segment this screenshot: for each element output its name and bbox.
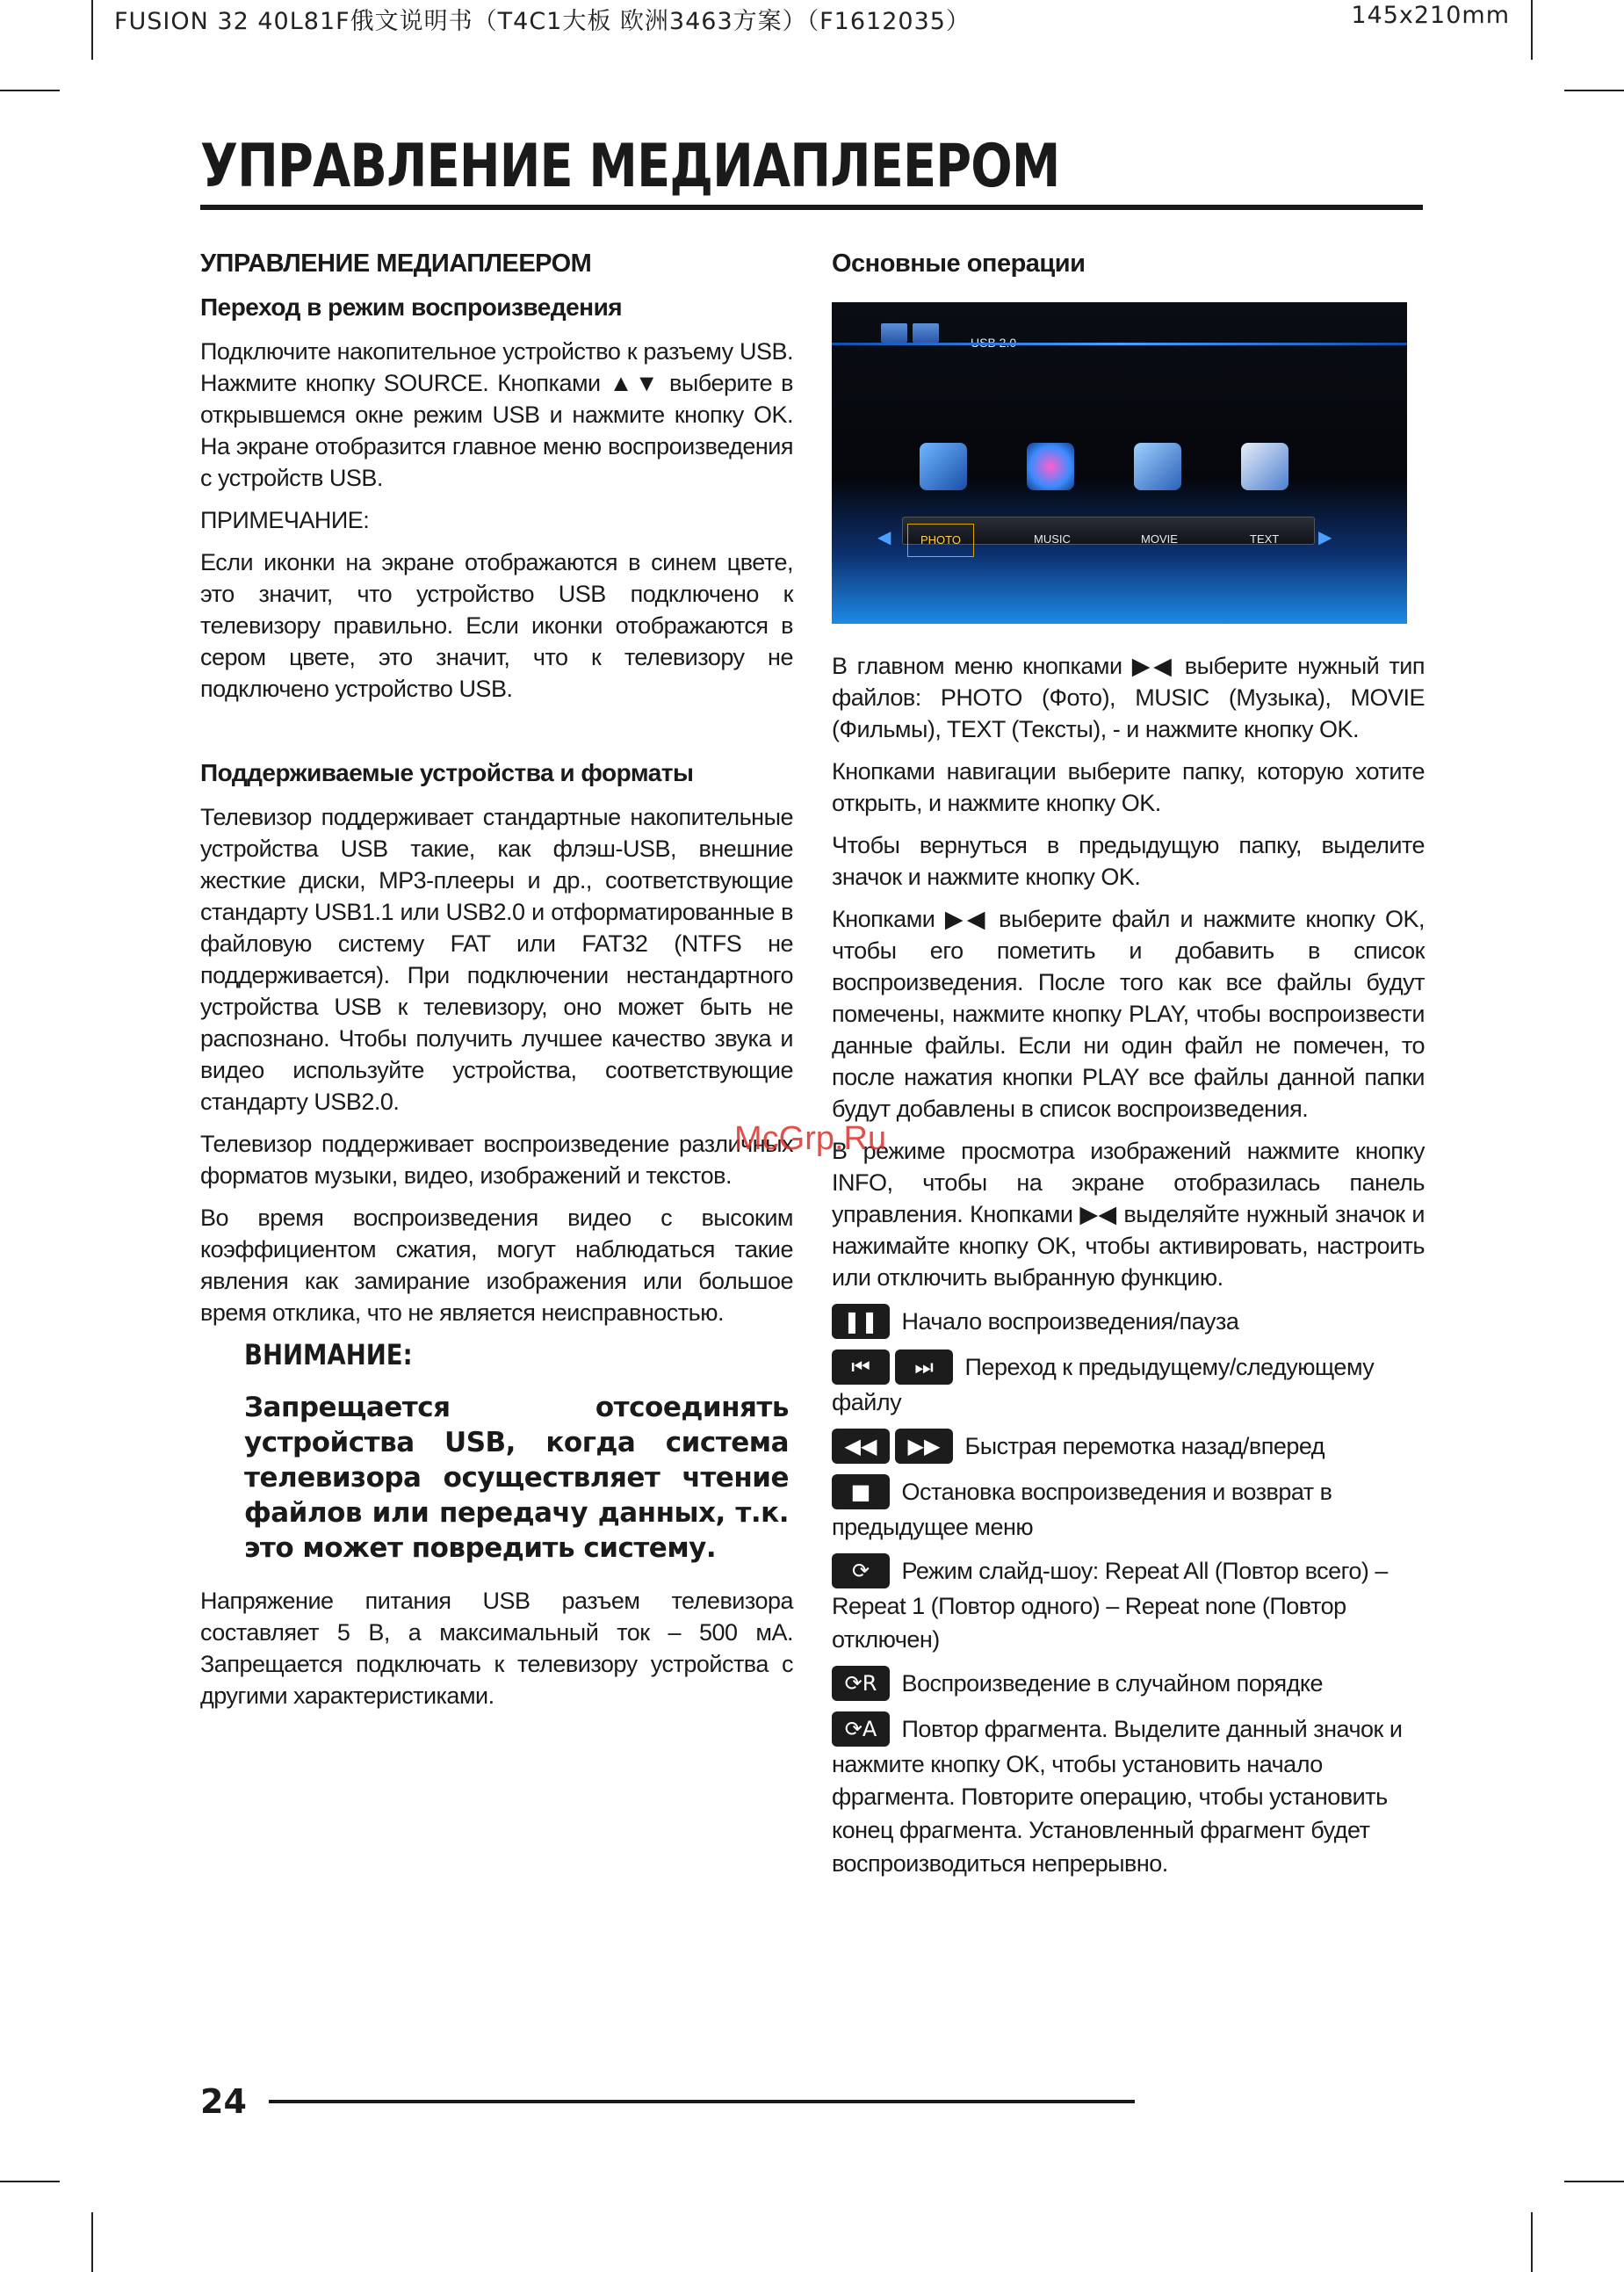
paragraph: Кнопками навигации выберите папку, которую хотите открыть, и нажмите кнопку OK. xyxy=(832,758,1425,816)
fast-forward-icon: ▶▶ xyxy=(895,1429,953,1464)
repeat-icon: ⟳ xyxy=(832,1553,890,1588)
paragraph: Если иконки на экране отображаются в синем цвете, это значит, что устройство USB подключено к телевизору правильно. Если иконки отображаются в сером цвете, это значит, что к телевизору не подключено устройство USB. xyxy=(200,549,793,702)
movie-icon xyxy=(1134,443,1181,490)
menu-item-movie: MOVIE xyxy=(1141,532,1178,546)
warning-text: Запрещается отсоединять устройства USB, когда система телевизора осуществляет чтение файлов или передачу данных, т.к. это может повредить систему. xyxy=(244,1392,789,1564)
paragraph: Чтобы вернуться в предыдущую папку, выделите значок и нажмите кнопку OK. xyxy=(832,832,1425,890)
note-label: ПРИМЕЧАНИЕ: xyxy=(200,507,370,533)
usb-icon xyxy=(881,323,907,343)
paragraph: В главном меню кнопками ▶◀ выберите нужный тип файлов: PHOTO (Фото), MUSIC (Музыка), MOVIE (Фильмы), TEXT (Тексты), - и нажмите кнопку OK. xyxy=(832,653,1425,742)
control-repeat: ⟳ Режим слайд-шоу: Repeat All (Повтор всего) – Repeat 1 (Повтор одного) – Repeat none (Повтор отключен) xyxy=(832,1553,1425,1655)
section-title: Основные операции xyxy=(832,250,1086,278)
paragraph: Телевизор поддерживает воспроизведение различных форматов музыки, видео, изображений и текстов. xyxy=(200,1131,793,1189)
page-title: УПРАВЛЕНИЕ МЕДИАПЛЕЕРОМ xyxy=(200,132,1060,201)
left-column xyxy=(200,248,793,1722)
crop-mark xyxy=(1531,2212,1533,2272)
arrow-left-icon: ◀ xyxy=(877,528,891,547)
warning-title: ВНИМАНИЕ: xyxy=(244,1338,413,1371)
previous-icon: ⏮ xyxy=(832,1349,890,1385)
text-icon xyxy=(1241,443,1288,490)
crop-mark xyxy=(0,2181,60,2182)
play-pause-icon: ❚❚ xyxy=(832,1304,890,1339)
ab-repeat-icon: ⟳A xyxy=(832,1711,890,1747)
arrow-right-icon: ▶ xyxy=(1318,528,1332,547)
section-title: УПРАВЛЕНИЕ МЕДИАПЛЕЕРОМ xyxy=(200,250,592,278)
usb-icon xyxy=(913,323,939,343)
paragraph: Напряжение питания USB разъем телевизора составляет 5 В, а максимальный ток – 500 мА. Запрещается подключать к телевизору устройства с другими характеристиками. xyxy=(200,1588,793,1709)
crop-mark xyxy=(1564,90,1624,91)
control-shuffle: ⟳R Воспроизведение в случайном порядке xyxy=(832,1666,1425,1701)
crop-mark xyxy=(91,2212,93,2272)
menu-item-photo: PHOTO xyxy=(907,524,974,557)
control-stop: ■ Остановка воспроизведения и возврат в предыдущее меню xyxy=(832,1474,1425,1543)
paragraph: Телевизор поддерживает стандартные накопительные устройства USB такие, как флэш-USB, внешние жесткие диски, MP3-плееры и др., соответствующие стандарту USB1.1 или USB2.0 и отформатированные в файловую систему FAT или FAT32 (NTFS не поддерживается). При подключении нестандартного устройства USB к телевизору, оно может быть не распознано. Чтобы получить лучшее качество звука и видео используйте устройства, соответствующие стандарту USB2.0. xyxy=(200,804,793,1115)
watermark: McGrp.Ru xyxy=(734,1120,887,1157)
stop-icon: ■ xyxy=(832,1474,890,1509)
control-prev-next: ⏮ ⏭ Переход к предыдущему/следующему файлу xyxy=(832,1349,1425,1418)
control-play-pause: ❚❚ Начало воспроизведения/пауза xyxy=(832,1304,1425,1339)
paragraph: Кнопками ▶◀ выберите файл и нажмите кнопку OK, чтобы его пометить и добавить в список воспроизведения. После того как все файлы будут помечены, нажмите кнопку PLAY, чтобы воспроизвести данные файлы. Если ни один файл не помечен, то после нажатия кнопки PLAY все файлы данной папки будут добавлены в список воспроизведения. xyxy=(832,906,1425,1122)
page-number: 24 xyxy=(200,2082,247,2121)
menu-item-music: MUSIC xyxy=(1034,532,1071,546)
doc-size: 145x210mm xyxy=(1351,2,1510,29)
crop-mark xyxy=(1531,0,1533,60)
subheading-playback: Переход в режим воспроизведения xyxy=(200,293,623,321)
right-column xyxy=(832,248,1425,1890)
media-menu-screenshot xyxy=(832,302,1407,624)
next-icon: ⏭ xyxy=(895,1349,953,1385)
menu-item-text: TEXT xyxy=(1250,532,1280,546)
doc-code: FUSION 32 40L81F俄文说明书（T4C1大板 欧洲3463方案）（F1612035） xyxy=(114,8,971,35)
footer-rule xyxy=(269,2100,1135,2103)
paragraph: В режиме просмотра изображений нажмите кнопку INFO, чтобы на экране отобразилась панель управления. Кнопками ▶◀ выделяйте нужный значок и нажимайте кнопку OK, чтобы активировать, настроить или отключить выбранную функцию. xyxy=(832,1138,1425,1291)
control-ab-repeat: ⟳A Повтор фрагмента. Выделите данный значок и нажмите кнопку OK, чтобы установить начало фрагмента. Повторите операцию, чтобы установить конец фрагмента. Установленный фрагмент будет воспроизводиться непрерывно. xyxy=(832,1711,1425,1880)
paragraph: Во время воспроизведения видео с высоким коэффициентом сжатия, могут наблюдаться такие явления как замирание изображения или большое время отклика, что не является неисправностью. xyxy=(200,1205,793,1326)
title-rule xyxy=(200,205,1423,210)
photo-icon xyxy=(920,443,967,490)
rewind-icon: ◀◀ xyxy=(832,1429,890,1464)
music-icon xyxy=(1027,443,1074,490)
crop-mark xyxy=(1564,2181,1624,2182)
crop-mark xyxy=(91,0,93,60)
crop-mark xyxy=(0,90,60,91)
subheading-formats: Поддерживаемые устройства и форматы xyxy=(200,759,694,786)
control-rewind-forward: ◀◀ ▶▶ Быстрая перемотка назад/вперед xyxy=(832,1429,1425,1464)
paragraph: Подключите накопительное устройство к разъему USB. Нажмите кнопку SOURCE. Кнопками ▲▼ выберите в открывшемся окне режим USB и нажмите кнопку OK. На экране отобразится главное меню воспроизведения с устройств USB. xyxy=(200,338,793,491)
shuffle-icon: ⟳R xyxy=(832,1666,890,1701)
